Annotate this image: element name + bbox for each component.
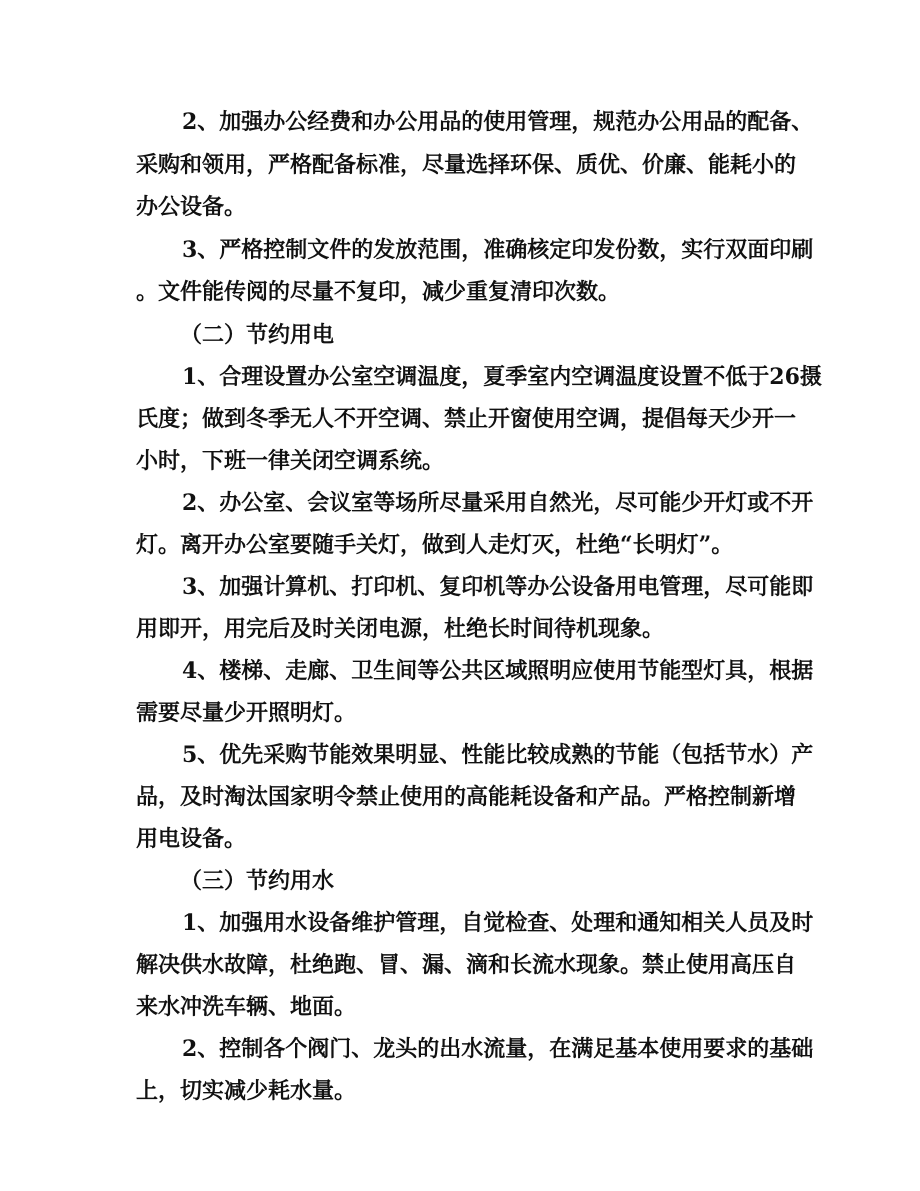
text-line: 。文件能传阅的尽量不复印，减少重复清印次数。 (136, 279, 621, 305)
text-line: 采购和领用，严格配备标准，尽量选择环保、质优、价廉、能耗小的 (136, 152, 797, 178)
text-line: 用电设备。 (136, 826, 247, 852)
text-line: 来水冲洗车辆、地面。 (136, 994, 357, 1020)
text-line: 小时，下班一律关闭空调系统。 (136, 448, 445, 474)
text-line: 4、楼梯、走廊、卫生间等公共区域照明应使用节能型灯具，根据 (182, 658, 814, 684)
section-heading: （三）节约用水 (180, 868, 335, 894)
text-line: 氏度；做到冬季无人不开空调、禁止开窗使用空调，提倡每天少开一 (136, 406, 797, 432)
text-line: 品，及时淘汰国家明令禁止使用的高能耗设备和产品。严格控制新增 (136, 784, 797, 810)
text-line: 3、加强计算机、打印机、复印机等办公设备用电管理，尽可能即 (182, 574, 814, 600)
text-line: 办公设备。 (136, 194, 247, 220)
text-line: 灯。离开办公室要随手关灯，做到人走灯灭，杜绝“长明灯”。 (136, 532, 734, 558)
text-line: 上，切实减少耗水量。 (136, 1078, 357, 1104)
text-line: 2、办公室、会议室等场所尽量采用自然光，尽可能少开灯或不开 (182, 490, 814, 516)
text-line: 需要尽量少开照明灯。 (136, 700, 357, 726)
text-line: 5、优先采购节能效果明显、性能比较成熟的节能（包括节水）产 (182, 742, 814, 768)
text-line: 解决供水故障，杜绝跑、冒、漏、滴和长流水现象。禁止使用高压自 (136, 952, 797, 978)
text-line: 1、合理设置办公室空调温度，夏季室内空调温度设置不低于26摄 (182, 364, 822, 390)
text-line: 用即开，用完后及时关闭电源，杜绝长时间待机现象。 (136, 616, 665, 642)
text-line: 3、严格控制文件的发放范围，准确核定印发份数，实行双面印刷 (182, 237, 814, 263)
text-line: 2、控制各个阀门、龙头的出水流量，在满足基本使用要求的基础 (182, 1036, 814, 1062)
text-line: 1、加强用水设备维护管理，自觉检查、处理和通知相关人员及时 (182, 910, 814, 936)
text-line: 2、加强办公经费和办公用品的使用管理，规范办公用品的配备、 (182, 109, 814, 135)
section-heading: （二）节约用电 (180, 322, 335, 348)
